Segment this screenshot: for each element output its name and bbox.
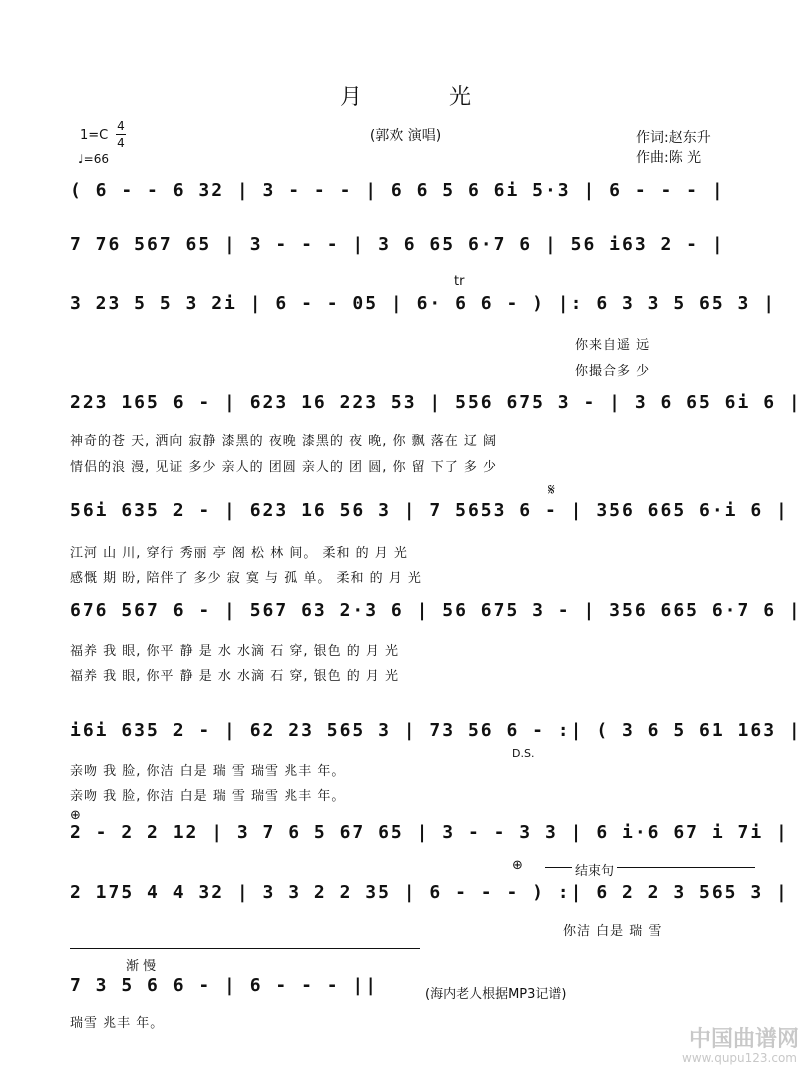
lyric-r3a: 你来自遥 远 (575, 338, 651, 353)
notes: 2 175 4 4 32 | 3 3 2 2 35 | 6 - - - ) :| 6 2 2 3 565 3 | (70, 882, 789, 903)
ending-label: 结束句 (572, 860, 617, 879)
meter-top: 4 (117, 119, 125, 133)
key-signature: 1=C (80, 128, 109, 143)
watermark-logo: 中国曲谱网 (688, 1027, 799, 1052)
transcription-note: (海内老人根据MP3记谱) (425, 987, 567, 1002)
notes: 223 165 6 - | 623 16 223 53 | 556 675 3 - | 3 6 65 6i 6 | (70, 392, 802, 413)
notes: 676 567 6 - | 567 63 2·3 6 | 56 675 3 - | 356 665 6·7 6 | (70, 600, 802, 621)
performer: (郭欢 演唱) (369, 128, 442, 144)
score-row-1 (70, 180, 771, 220)
segno-mark: 𝄋 (548, 480, 555, 499)
score-row-4 (70, 392, 802, 432)
score-row-6 (70, 600, 802, 640)
score-row-9 (70, 882, 789, 922)
notes: 7 3 5 6 6 - | 6 - - - || (70, 975, 379, 996)
notes: ( 6 - - 6 32 | 3 - - - | 6 6 5 6 6i 5·3 | 6 - - - | (70, 180, 725, 201)
coda-mark: ⊕ (70, 808, 81, 823)
meter-bottom: 4 (117, 136, 125, 150)
score-row-7 (70, 720, 802, 760)
song-title: 月 光 (340, 85, 511, 110)
ds-mark: D.S. (512, 747, 535, 760)
score-row-5 (70, 500, 789, 540)
lyricist-credit: 作词:赵东升 (636, 130, 711, 146)
score-row-8 (70, 822, 789, 862)
lyric-r5b: 感慨 期 盼, 陪伴了 多少 寂 寞 与 孤 单。 柔和 的 月 光 (70, 571, 422, 586)
lyric-r5a: 江河 山 川, 穿行 秀丽 亭 阁 松 林 间。 柔和 的 月 光 (70, 546, 408, 561)
tempo-mark: ♩=66 (78, 152, 109, 166)
lyric-r7b: 亲吻 我 脸, 你洁 白是 瑞 雪 瑞雪 兆丰 年。 (70, 789, 346, 804)
lyric-r6a: 福养 我 眼, 你平 静 是 水 水滴 石 穿, 银色 的 月 光 (70, 644, 399, 659)
lyric-r4b: 情侣的浪 漫, 见证 多少 亲人的 团圆 亲人的 团 圆, 你 留 下了 多 少 (70, 460, 497, 475)
notes: 7 76 567 65 | 3 - - - | 3 6 65 6·7 6 | 56 i63 2 - | (70, 234, 725, 255)
score-row-2 (70, 234, 771, 274)
rit-bracket (70, 948, 420, 949)
notes: 2 - 2 2 12 | 3 7 6 5 67 65 | 3 - - 3 3 | 6 i·6 67 i 7i | (70, 822, 789, 843)
rit-mark: 渐 慢 (126, 959, 157, 974)
watermark-url: www.qupu123.com (682, 1051, 797, 1065)
notes: 3 23 5 5 3 2i | 6 - - 05 | 6· 6 6 - ) |: 6 3 3 5 65 3 | (70, 293, 777, 314)
lyric-r4a: 神奇的苍 天, 洒向 寂静 漆黑的 夜晚 漆黑的 夜 晚, 你 飘 落在 辽 阔 (70, 434, 497, 449)
lyric-r9: 你洁 白是 瑞 雪 (563, 924, 663, 939)
trill-mark: tr (454, 274, 465, 289)
lyric-r7a: 亲吻 我 脸, 你洁 白是 瑞 雪 瑞雪 兆丰 年。 (70, 764, 346, 779)
notes: 56i 635 2 - | 623 16 56 3 | 7 5653 6 - | 356 665 6·i 6 | (70, 500, 789, 521)
lyric-r3b: 你撮合多 少 (575, 364, 651, 379)
time-signature (116, 118, 126, 151)
lyric-r10: 瑞雪 兆丰 年。 (70, 1016, 165, 1031)
coda-mark-2: ⊕ (512, 858, 523, 873)
score-row-10 (70, 975, 430, 1015)
notes: i6i 635 2 - | 62 23 565 3 | 73 56 6 - :| ( 3 6 5 61 163 | (70, 720, 802, 741)
composer-credit: 作曲:陈 光 (636, 150, 702, 166)
score-row-3 (70, 293, 777, 333)
lyric-r6b: 福养 我 眼, 你平 静 是 水 水滴 石 穿, 银色 的 月 光 (70, 669, 399, 684)
